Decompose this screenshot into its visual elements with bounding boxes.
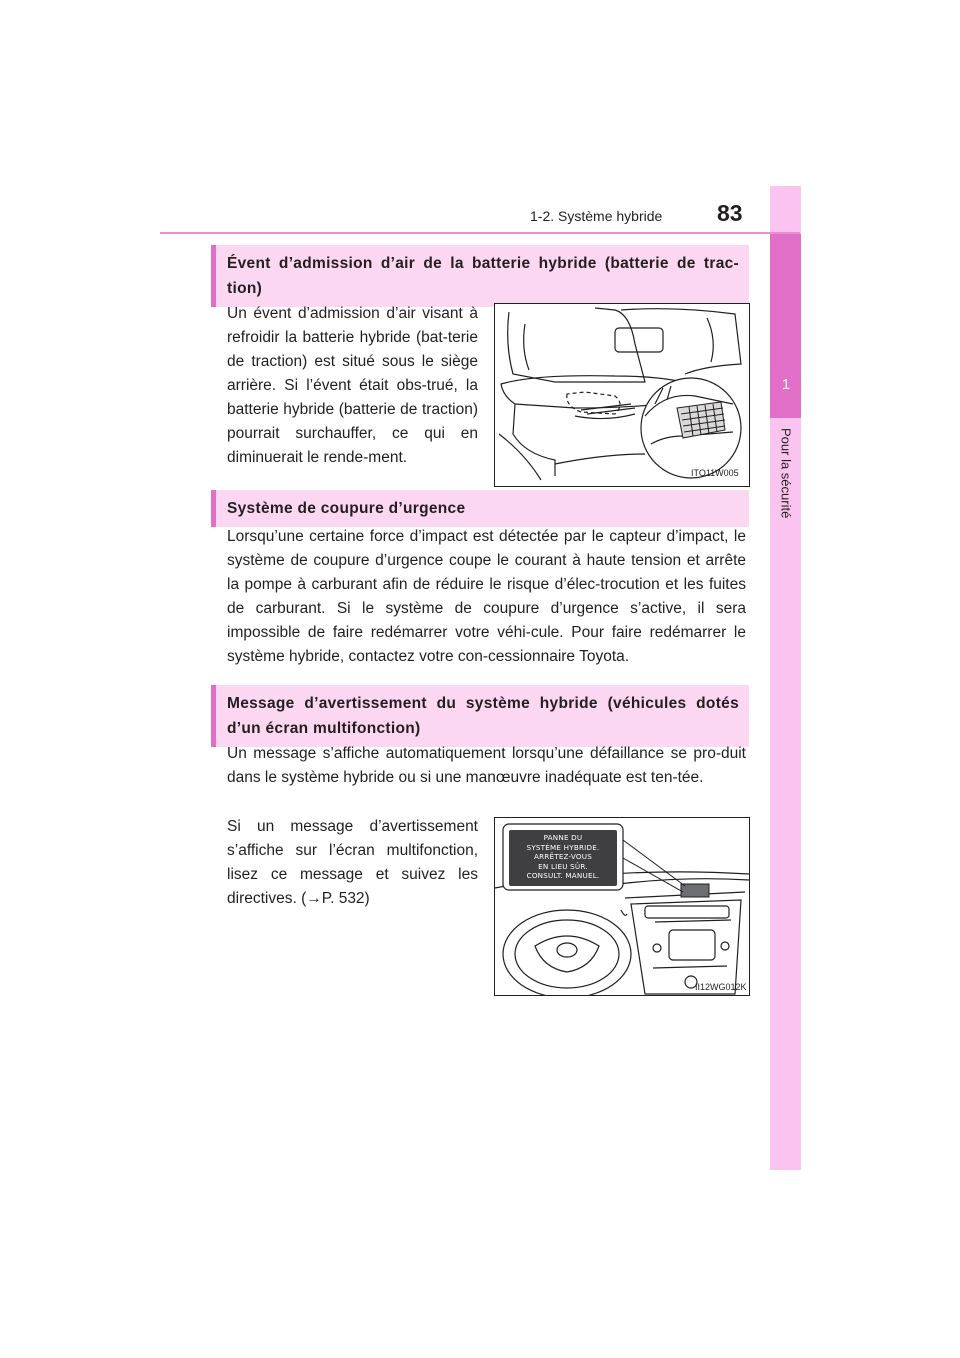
- chapter-number: 1: [781, 376, 791, 393]
- paragraph-warning-message-intro: Un message s’affiche automatiquement lorsqu’une défaillance se pro-duit dans le système hybride ou si une manœuvre inadéquate est ten-tée.: [227, 745, 746, 786]
- paragraph-emergency-cutoff: Lorsqu’une certaine force d’impact est détectée par le capteur d’impact, le système de coupure d’urgence coupe le courant à haute tension et arrête la pompe à carburant afin de réduire le risque d’élec-trocution et les fuites de carburant. Si le système de coupure d’urgence s’active, il sera impossible de faire redémarrer votre véhi-cule. Pour faire redémarrer le système hybride, contactez votre con-cessionnaire Toyota.: [227, 528, 746, 665]
- display-message-line: PANNE DU: [543, 833, 583, 842]
- rear-seat-illustration: [495, 304, 749, 486]
- display-message-line: ARRÊTEZ-VOUS: [533, 852, 593, 862]
- figure-dashboard-warning: [494, 817, 750, 996]
- display-message: [511, 833, 615, 881]
- section-header: 1-2. Système hybride: [530, 208, 663, 224]
- display-message-line: SYSTÈME HYBRIDE.: [526, 842, 600, 852]
- figure-code: ITO11W005: [691, 468, 739, 478]
- chapter-title-text: Pour la sécurité: [778, 428, 794, 519]
- chapter-title: [776, 428, 796, 608]
- section-heading-emergency-cutoff: Système de coupure d’urgence: [211, 490, 749, 527]
- figure-rear-seat-air-vent: [494, 303, 750, 487]
- header-rule: [160, 232, 770, 234]
- section-heading-warning-message: Message d’avertissement du système hybride (véhicules dotés d’un écran multifonction): [211, 685, 749, 747]
- page-number: 83: [717, 200, 743, 226]
- header-rule-tab: [770, 232, 800, 234]
- display-message-line: EN LIEU SÛR.: [538, 861, 588, 871]
- display-message-line: CONSULT. MANUEL.: [526, 871, 600, 881]
- figure-code: II12WG012K: [695, 982, 747, 992]
- section-heading-air-vent: Évent d’admission d’air de la batterie hybride (batterie de trac-tion): [211, 245, 749, 307]
- paragraph-air-vent: Un évent d’admission d’air visant à refroidir la batterie hybride (bat-terie de traction) est situé sous le siège arrière. Si l’évent était obs-trué, la batterie hybride (batterie de traction) pourrait surchauffer, ce qui en diminuerait le rende-ment.: [227, 305, 478, 466]
- paragraph-warning-message-instructions: Si un message d’avertissement s’affiche sur l’écran multifonction, lisez ce message et suivez les directives. (→P. 532): [227, 818, 478, 907]
